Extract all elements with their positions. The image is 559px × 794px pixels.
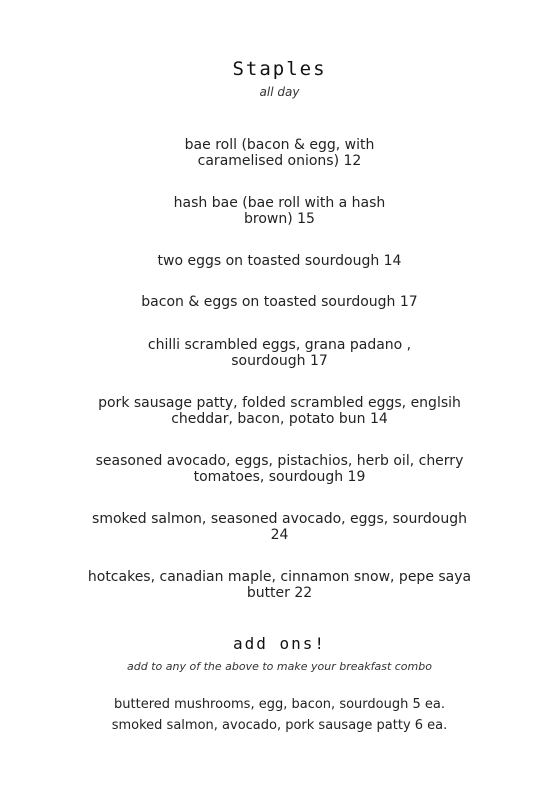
menu-item-line: tomatoes, sourdough 19: [193, 469, 366, 485]
addon-item: smoked salmon, avocado, pork sausage patty 6 ea.: [111, 718, 448, 733]
menu-item: [0, 453, 559, 485]
menu-item-line: chilli scrambled eggs, grana padano ,: [147, 337, 412, 353]
menu-item-line: bae roll (bacon & egg, with: [184, 137, 375, 153]
menu-item-line: seasoned avocado, eggs, pistachios, herb oil, cherry: [95, 453, 464, 469]
menu-item-line: hash bae (bae roll with a hash: [173, 195, 386, 211]
addon-item: buttered mushrooms, egg, bacon, sourdough 5 ea.: [114, 697, 445, 712]
menu-item-line: two eggs on toasted sourdough 14: [157, 253, 402, 269]
menu-item-line: hotcakes, canadian maple, cinnamon snow, pepe saya: [87, 569, 472, 585]
menu-item: [0, 395, 559, 427]
menu-item-line: brown) 15: [244, 211, 315, 227]
staples-subtitle: all day: [259, 85, 300, 99]
menu-item-line: sourdough 17: [231, 353, 328, 369]
menu-item: [0, 569, 559, 601]
staples-title: Staples: [232, 58, 327, 80]
menu-item: [0, 137, 559, 169]
addons-subtitle: add to any of the above to make your breakfast combo: [127, 660, 432, 673]
menu-item-line: cheddar, bacon, potato bun 14: [171, 411, 388, 427]
menu-item: [0, 337, 559, 369]
addon-list: [0, 694, 559, 736]
menu-item-line: smoked salmon, seasoned avocado, eggs, sourdough: [92, 511, 467, 527]
menu-item: [0, 195, 559, 227]
menu-item-line: pork sausage patty, folded scrambled eggs, englsih: [98, 395, 461, 411]
menu-item-line: butter 22: [246, 585, 313, 601]
menu-item-line: bacon & eggs on toasted sourdough 17: [141, 294, 418, 310]
menu-item: [0, 294, 559, 310]
addons-title: add ons!: [232, 634, 327, 653]
menu-item: [0, 511, 559, 543]
menu-item-line: caramelised onions) 12: [197, 153, 362, 169]
menu-item-line: 24: [270, 527, 289, 543]
menu-item: [0, 253, 559, 269]
